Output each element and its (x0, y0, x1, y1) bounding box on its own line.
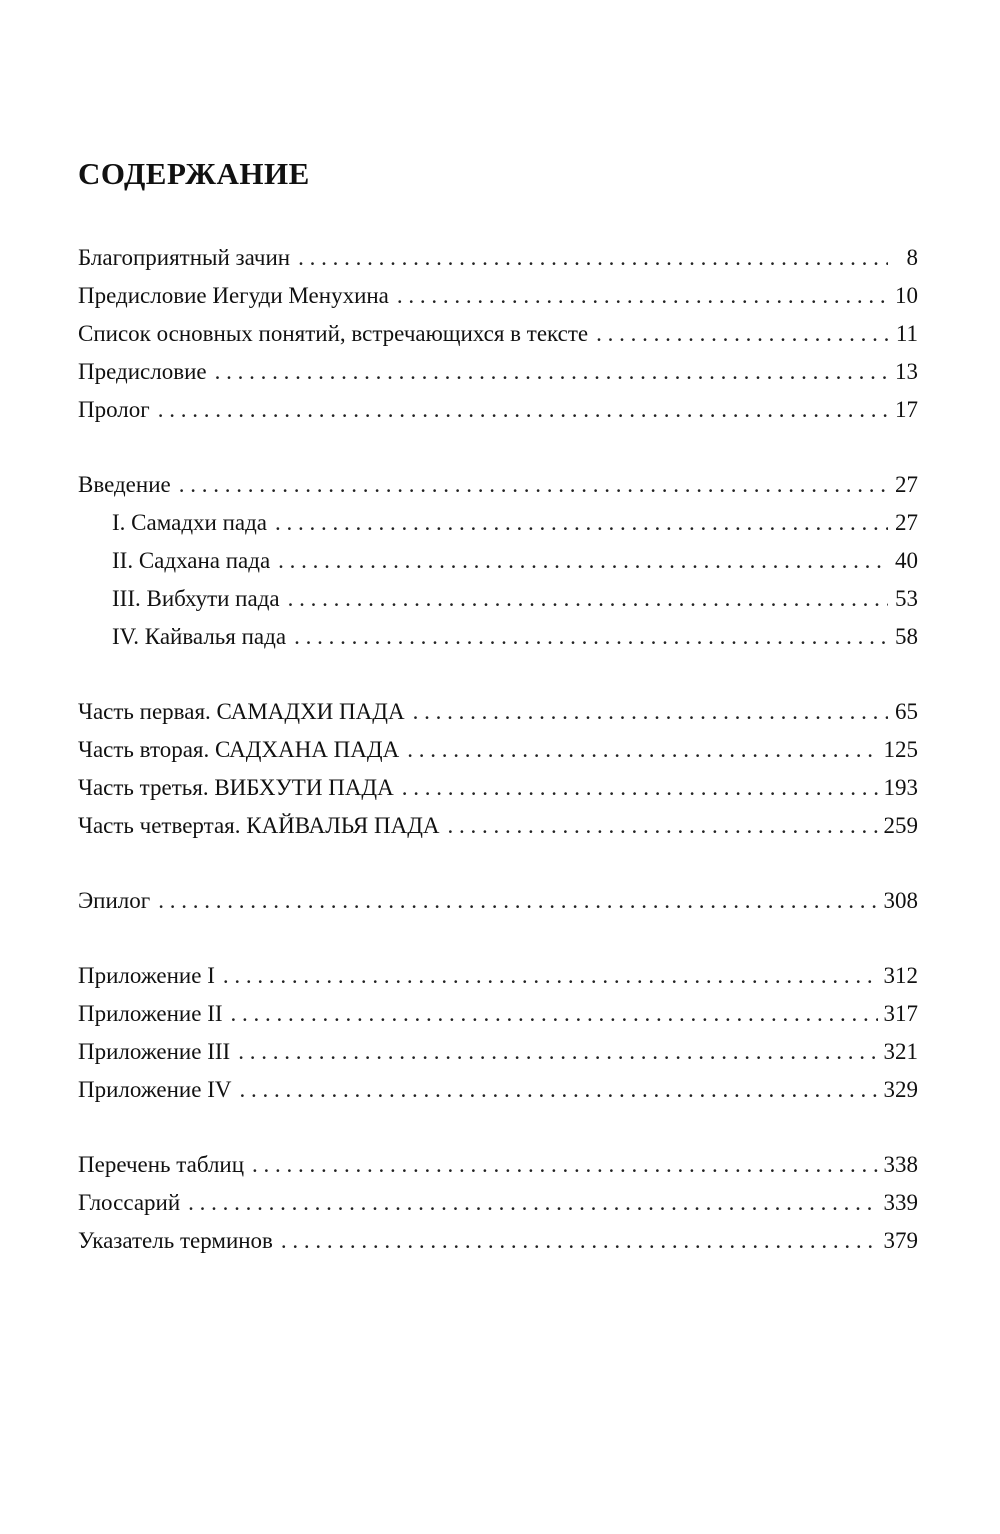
toc-entry[interactable] (78, 1071, 918, 1109)
toc-entry-page: 317 (883, 1001, 918, 1026)
toc-entry[interactable] (78, 239, 918, 277)
toc-entry-page: 338 (883, 1152, 918, 1177)
toc-entry-title: Эпилог (78, 888, 151, 913)
toc-entry-title: I. Самадхи пада (112, 510, 268, 535)
toc-entry-title: III. Вибхути пада (112, 586, 280, 611)
toc-entry[interactable] (78, 957, 918, 995)
toc-entry-title: Приложение II (78, 1001, 223, 1026)
toc-entry[interactable] (78, 1146, 918, 1184)
toc-entry-title: Часть четвертая. КАЙВАЛЬЯ ПАДА (78, 813, 440, 838)
dot-leader (413, 693, 888, 731)
toc-entry[interactable] (78, 731, 918, 769)
toc-entry-title: Приложение IV (78, 1077, 232, 1102)
toc-entry-title: Часть первая. САМАДХИ ПАДА (78, 699, 405, 724)
toc-entry-page: 27 (895, 510, 918, 535)
toc-entry[interactable] (78, 315, 918, 353)
toc-entry[interactable] (112, 542, 918, 580)
toc-entry-title: Предисловие (78, 359, 207, 384)
toc-entry[interactable] (112, 580, 918, 618)
toc-entry-page: 8 (906, 245, 918, 270)
toc-entry-page: 329 (883, 1077, 918, 1102)
dot-leader (252, 1146, 877, 1184)
toc-entry-page: 312 (883, 963, 918, 988)
toc-entry[interactable] (78, 1184, 918, 1222)
dot-leader (448, 807, 878, 845)
dot-leader (294, 618, 888, 656)
dot-leader (288, 580, 888, 618)
toc-entry-title: Приложение I (78, 963, 215, 988)
toc-entry[interactable] (78, 995, 918, 1033)
toc-entry[interactable] (112, 504, 918, 542)
toc-entry-page: 17 (895, 397, 918, 422)
dot-leader (188, 1184, 877, 1222)
toc-entry-page: 58 (895, 624, 918, 649)
dot-leader (238, 1033, 877, 1071)
toc-entry-page: 259 (883, 813, 918, 838)
toc-entry[interactable] (78, 1033, 918, 1071)
toc-entry-page: 125 (883, 737, 918, 762)
toc-entry-page: 379 (883, 1228, 918, 1253)
toc-entry-title: Часть вторая. САДХАНА ПАДА (78, 737, 400, 762)
toc-entry-title: Предисловие Иегуди Менухина (78, 283, 389, 308)
toc-entry[interactable] (78, 882, 918, 920)
dot-leader (179, 466, 888, 504)
dot-leader (239, 1071, 877, 1109)
toc-entry-title: Введение (78, 472, 171, 497)
dot-leader (402, 769, 878, 807)
dot-leader (158, 882, 877, 920)
table-of-contents (78, 0, 918, 1534)
toc-entry-page: 13 (895, 359, 918, 384)
toc-entry-page: 339 (883, 1190, 918, 1215)
toc-entry[interactable] (78, 693, 918, 731)
page-title: СОДЕРЖАНИЕ (78, 156, 310, 191)
toc-entry-title: Указатель терминов (78, 1228, 273, 1253)
dot-leader (215, 353, 888, 391)
toc-entry-title: Список основных понятий, встречающихся в тексте (78, 321, 589, 346)
dot-leader (298, 239, 888, 277)
toc-entry[interactable] (78, 769, 918, 807)
toc-entry[interactable] (112, 618, 918, 656)
dot-leader (231, 995, 878, 1033)
dot-leader (278, 542, 888, 580)
toc-entry-page: 65 (895, 699, 918, 724)
toc-entry-page: 321 (883, 1039, 918, 1064)
toc-entry-page: 193 (883, 775, 918, 800)
toc-entry[interactable] (78, 277, 918, 315)
toc-entry-page: 27 (895, 472, 918, 497)
toc-entry-page: 11 (895, 321, 918, 346)
dot-leader (407, 731, 877, 769)
toc-entry-title: Глоссарий (78, 1190, 181, 1215)
dot-leader (281, 1222, 878, 1260)
toc-entry-title: Пролог (78, 397, 150, 422)
toc-entry[interactable] (78, 353, 918, 391)
toc-entry-page: 40 (895, 548, 918, 573)
dot-leader (275, 504, 888, 542)
toc-entry-title: IV. Кайвалья пада (112, 624, 287, 649)
toc-entry[interactable] (78, 807, 918, 845)
dot-leader (596, 315, 888, 353)
toc-entry-title: Приложение III (78, 1039, 231, 1064)
toc-entry[interactable] (78, 1222, 918, 1260)
dot-leader (158, 391, 888, 429)
toc-entry-page: 53 (895, 586, 918, 611)
toc-entry-page: 10 (895, 283, 918, 308)
toc-entry-title: Перечень таблиц (78, 1152, 245, 1177)
toc-entry-page: 308 (883, 888, 918, 913)
toc-entry-title: II. Садхана пада (112, 548, 271, 573)
dot-leader (223, 957, 878, 995)
toc-entry-title: Благоприятный зачин (78, 245, 291, 270)
toc-entry-title: Часть третья. ВИБХУТИ ПАДА (78, 775, 394, 800)
toc-entry[interactable] (78, 466, 918, 504)
dot-leader (397, 277, 888, 315)
toc-entry[interactable] (78, 391, 918, 429)
